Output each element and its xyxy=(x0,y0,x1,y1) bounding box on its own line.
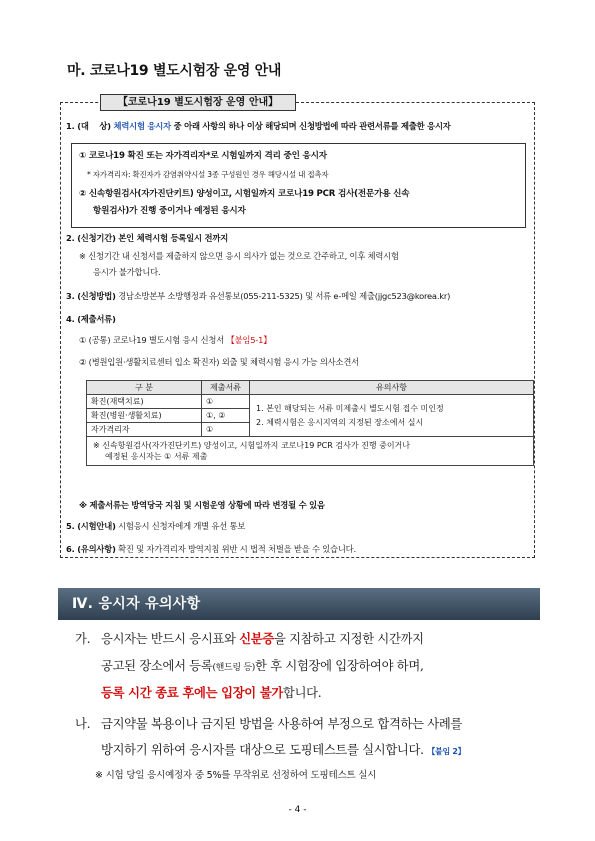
table-header: 제출서류 xyxy=(202,381,250,395)
table-cell-docs: ①, ② xyxy=(202,409,250,423)
condition-1-note: * 자가격리자: 확진자가 감염취약시설 3종 구성원인 경우 해당시설 내 접촉자 xyxy=(87,170,329,179)
item4-doc2: ② (병원입원·생활치료센터 입소 확진자) 외출 및 체력시험 응시 가능 의사소견서 xyxy=(79,357,359,367)
item3 xyxy=(66,291,450,302)
item4-doc1 xyxy=(79,335,271,346)
item1-label: (대 상) xyxy=(77,121,111,131)
condition-2-line1: ② 신속항원검사(자가진단키트) 양성이고, 시험일까지 코로나19 PCR 검사(전문가용 신속 xyxy=(79,189,410,199)
para-ga-l3b: 합니다. xyxy=(283,686,322,700)
para-na-l2: 방지하기 위하여 응시자를 대상으로 도핑테스트를 실시합니다. xyxy=(101,743,424,757)
para-na-attach: 【붙임 2】 xyxy=(427,747,466,756)
para-ga-l1b: 을 지참하고 지정한 시간까지 xyxy=(273,632,424,646)
footnote-line2: 예정된 응시자는 ① 서류 제출 xyxy=(105,452,208,461)
para-na-line2 xyxy=(101,737,465,765)
para-ga-l1a: 응시자는 반드시 응시표와 xyxy=(101,632,236,646)
table-cell-category: 확진(병원·생활치료) xyxy=(87,409,202,423)
table-header: 구 분 xyxy=(87,381,202,395)
item1-text: 중 아래 사항의 하나 이상 해당되며 신청방법에 따라 관련서류를 제출한 응시자 xyxy=(173,121,451,131)
item3-label: 3. (신청방법) xyxy=(66,291,116,301)
section-bar-iv: Ⅳ. 응시자 유의사항 xyxy=(58,588,540,620)
item6 xyxy=(66,544,356,555)
para-na-note: ※ 시험 당일 응시예정자 중 5%를 무작위로 선정하여 도핑테스트 실시 xyxy=(95,770,377,781)
table-header: 유의사항 xyxy=(250,381,534,395)
footnote-line1: ※ 신속항원검사(자가진단키트) 양성이고, 시험일까지 코로나19 PCR 검사가 진행 중이거나 xyxy=(93,441,411,450)
item5-text: 시험응시 신청자에게 개별 유선 통보 xyxy=(118,521,246,531)
table-cell-notice xyxy=(250,395,534,437)
para-na-line1: 금지약물 복용이나 금지된 방법을 사용하여 부정으로 합격하는 사례를 xyxy=(101,717,463,731)
covid-box-title: 【코로나19 별도시험장 운영 안내】 xyxy=(100,94,296,111)
table-cell-docs: ① xyxy=(202,423,250,437)
para-ga-line2 xyxy=(101,653,424,681)
table-cell-docs: ① xyxy=(202,395,250,409)
para-ga-id-card: 신분증 xyxy=(239,631,274,646)
item1-num: 1. xyxy=(66,121,75,131)
para-ga-line3 xyxy=(101,680,321,706)
item5-label: 5. (시험안내) xyxy=(66,521,116,531)
para-ga-l2-small: (핸드링 등) xyxy=(212,663,255,673)
condition-1: ① 코로나19 확진 또는 자가격리자*로 시험일까지 격리 중인 응시자 xyxy=(79,151,327,161)
item1-highlight: 체력시험 응시자 xyxy=(113,121,171,131)
change-note: ※ 제출서류는 방역당국 지침 및 시험운영 상황에 따라 변경될 수 있음 xyxy=(79,500,325,510)
table-footnote-row xyxy=(87,437,534,466)
para-ga-l2b: 한 후 시험장에 입장하여야 하며, xyxy=(255,659,424,673)
item2-title: 2. (신청기간) 본인 체력시험 등록일시 전까지 xyxy=(66,233,229,243)
table-header-row xyxy=(87,381,534,395)
item3-text: 경남소방본부 소방행정과 유선통보(055-211-5325) 및 서류 e-메일 제출(jjgc523@korea.kr) xyxy=(118,291,451,301)
item4-doc1-attach: 【붙임5-1】 xyxy=(226,335,272,345)
table-cell-category: 확진(재택치료) xyxy=(87,395,202,409)
para-ga-warning: 등록 시간 종료 후에는 입장이 불가 xyxy=(101,685,284,700)
notice-line1: 1. 본인 해당되는 서류 미제출시 별도시험 접수 미인정 xyxy=(256,403,444,413)
table-row xyxy=(87,395,534,409)
section-heading-ma: 마. 코로나19 별도시험장 운영 안내 xyxy=(67,63,282,79)
item6-label: 6. (유의사항) xyxy=(66,544,116,554)
table-cell-category: 자가격리자 xyxy=(87,423,202,437)
para-ga-marker: 가. xyxy=(75,632,91,646)
item2-note-line1: ※ 신청기간 내 신청서를 제출하지 않으면 응시 의사가 없는 것으로 간주하고, 이후 체력시험 xyxy=(79,251,399,261)
submission-table xyxy=(86,380,534,466)
condition-2-line2: 항원검사)가 진행 중이거나 예정된 응시자 xyxy=(93,206,246,216)
item1-target xyxy=(66,121,451,132)
item5 xyxy=(66,521,245,532)
item2-note-line2: 응시가 불가합니다. xyxy=(93,267,161,277)
page-number: - 4 - xyxy=(288,805,307,815)
item4-title: 4. (제출서류) xyxy=(66,314,116,324)
para-ga-line1 xyxy=(101,626,424,652)
para-na-marker: 나. xyxy=(75,717,91,731)
para-ga-l2a: 공고된 장소에서 등록 xyxy=(101,659,213,673)
notice-line2: 2. 체력시험은 응시지역의 지정된 장소에서 실시 xyxy=(256,417,424,427)
item6-text: 확진 및 자가격리자 방역지침 위반 시 법적 처벌을 받을 수 있습니다. xyxy=(118,544,356,554)
table-footnote xyxy=(87,437,534,466)
item4-doc1-text: ① (공통) 코로나19 별도시험 응시 신청서 xyxy=(79,335,225,345)
